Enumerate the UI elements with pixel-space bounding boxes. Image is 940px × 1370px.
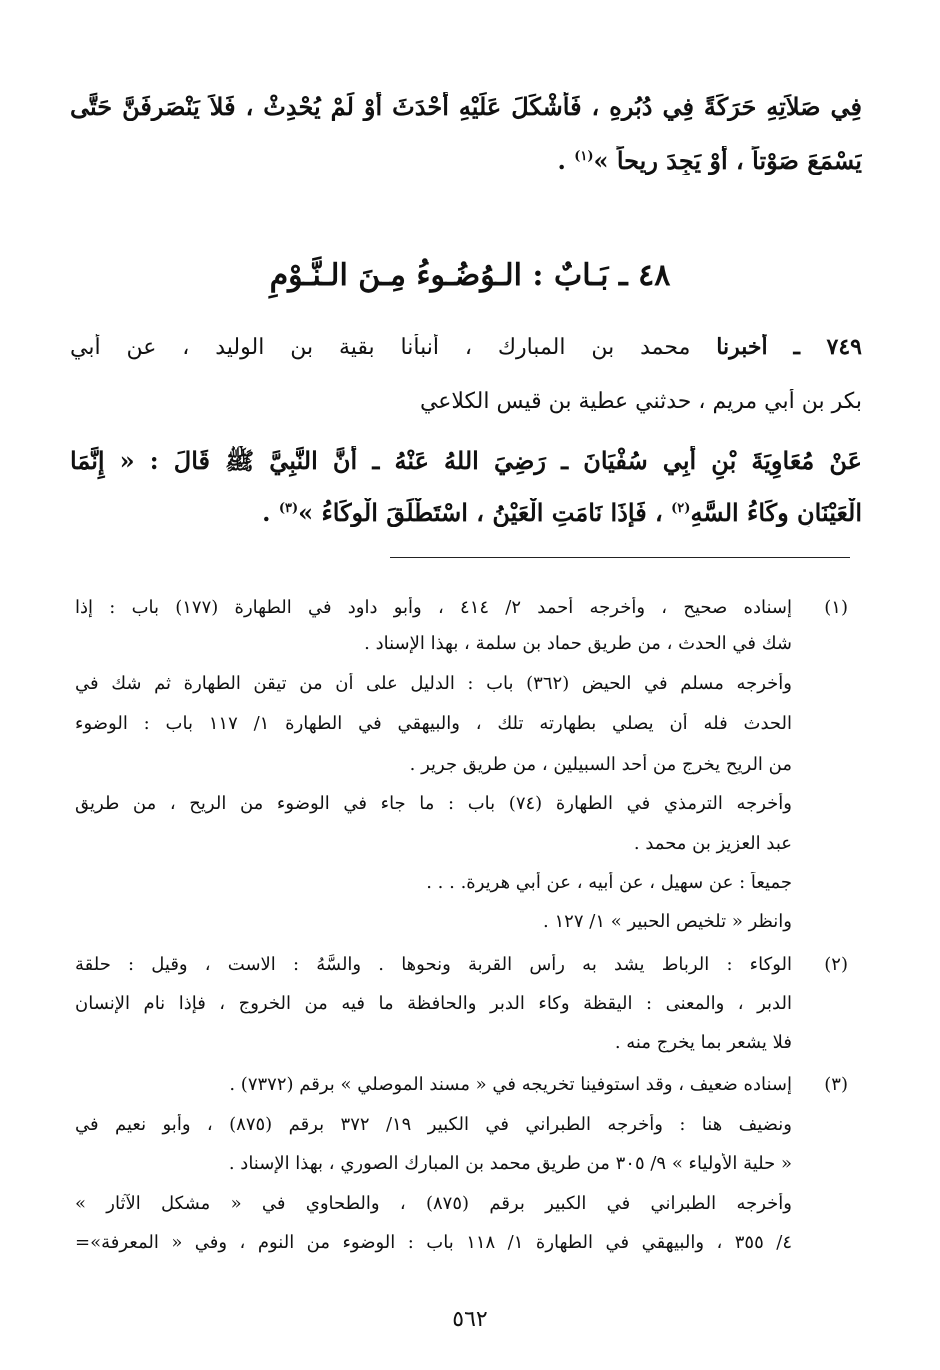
- footnote-1-line-2: شك في الحدث ، من طريق حماد بن سلمة ، بهذا الإسناد .: [364, 633, 792, 654]
- footnote-2-number: (٢): [824, 954, 848, 975]
- matn-line-2-end: .: [262, 498, 279, 527]
- hadith-isnad-line-1: [70, 334, 862, 360]
- footnote-3-line-5: ٤/ ٣٥٥ ، والبيهقي في الطهارة ١/ ١١٨ باب : الوضوء من النوم ، وفي « المعرفة»=: [75, 1232, 792, 1253]
- hadith-isnad-line-2: بكر بن أبي مريم ، حدثني عطية بن قيس الكلاعي: [419, 389, 862, 414]
- footnote-ref-1: (١): [574, 149, 594, 164]
- footnote-ref-2: (٢): [671, 501, 691, 516]
- passage-line-2-end: .: [557, 146, 575, 175]
- hadith-matn-line-2: [70, 498, 862, 527]
- footnote-1-number: (١): [824, 597, 848, 618]
- footnote-3-line-1: إسناده ضعيف ، وقد استوفينا تخريجه في « مسند الموصلي » برقم (٧٣٧٢) .: [229, 1074, 792, 1095]
- hadith-matn-line-1: عَنْ مُعَاوِيَةَ بْنِ أَبِي سُفْيَانَ ـ رَضِيَ اللهُ عَنْهُ ـ أَنَّ النَّبِيَّ ﷺ قَالَ : « إِنَّمَا: [70, 446, 862, 475]
- passage-line-2-text: يَسْمَعَ صَوْتاً ، أَوْ يَجِدَ رِيحاً »: [593, 146, 862, 175]
- footnote-1-line-8: جميعاً : عن سهيل ، عن أبيه ، عن أبي هريرة. . . .: [426, 872, 792, 893]
- passage-line-2: [70, 146, 862, 175]
- footnote-1-line-4: الحدث فله أن يصلي بطهارته تلك ، والبيهقي في الطهارة ١/ ١١٧ باب : الوضوء: [75, 713, 792, 734]
- footnote-separator: [390, 557, 850, 558]
- footnote-1-line-7: عبد العزيز بن محمد .: [633, 833, 792, 854]
- footnote-1-line-9: وانظر « تلخيص الحبير » ١/ ١٢٧ .: [543, 911, 792, 932]
- footnote-2-line-2: الدبر ، والمعنى : اليقظة وكاء الدبر والحافظة ما فيه من الخروج ، فإذا نام الإنسان: [75, 993, 792, 1014]
- isnad-line-1-rest: محمد بن المبارك ، أنبأنا بقية بن الوليد ، عن أبي: [70, 335, 691, 360]
- matn-line-2-a: الْعَيْنَانِ وِكَاءُ السَّهِ: [690, 498, 862, 527]
- footnote-1-line-6: وأخرجه الترمذي في الطهارة (٧٤) باب : ما جاء في الوضوء من الريح ، من طريق: [75, 793, 792, 814]
- footnote-3-line-3: « حلية الأولياء » ٩/ ٣٠٥ من طريق محمد بن المبارك الصوري ، بهذا الإسناد .: [228, 1153, 792, 1174]
- footnote-2-line-3: فلا يشعر بما يخرج منه .: [614, 1032, 792, 1053]
- footnote-2-line-1: الوكاء : الرباط يشد به رأس القربة ونحوها . والسَّهُ : الاست ، وقيل : حلقة: [75, 954, 792, 975]
- matn-line-2-b: ، فَإِذَا نَامَتِ الْعَيْنُ ، اسْتَطْلَقَ الْوِكَاءُ »: [298, 498, 672, 527]
- footnote-3-line-2: ونضيف هنا : وأخرجه الطبراني في الكبير ١٩/ ٣٧٢ برقم (٨٧٥) ، وأبو نعيم في: [75, 1114, 792, 1135]
- page-number: ٥٦٢: [452, 1307, 488, 1332]
- footnote-3-number: (٣): [824, 1074, 848, 1095]
- chapter-title: ٤٨ ـ بَـابٌ : الـوُضُـوءُ مِـنَ الـنَّـوْمِ: [269, 258, 671, 293]
- passage-line-1: فِي صَلاَتِهِ حَرَكَةً فِي دُبُرِهِ ، فَأَشْكَلَ عَلَيْهِ أَحْدَثَ أَوْ لَمْ يُحْدِثْ ، فَلاَ يَنْصَرِفَنَّ حَتَّى: [70, 92, 862, 121]
- footnote-ref-3: (٣): [278, 501, 299, 516]
- footnote-1-line-1: إسناده صحيح ، وأخرجه أحمد ٢/ ٤١٤ ، وأبو داود في الطهارة (١٧٧) باب : إذا: [75, 597, 792, 618]
- footnote-1-line-3: وأخرجه مسلم في الحيض (٣٦٢) باب : الدليل على أن من تيقن الطهارة ثم شك في: [75, 673, 792, 694]
- footnote-3-line-4: وأخرجه الطبراني في الكبير برقم (٨٧٥) ، والطحاوي في « مشكل الآثار »: [75, 1193, 792, 1214]
- hadith-number: ٧٤٩ ـ: [793, 334, 862, 360]
- footnote-1-line-5: من الريح يخرج من أحد السبيلين ، من طريق جرير .: [409, 754, 792, 775]
- hadith-akhbarana: أخبرنا: [716, 334, 768, 360]
